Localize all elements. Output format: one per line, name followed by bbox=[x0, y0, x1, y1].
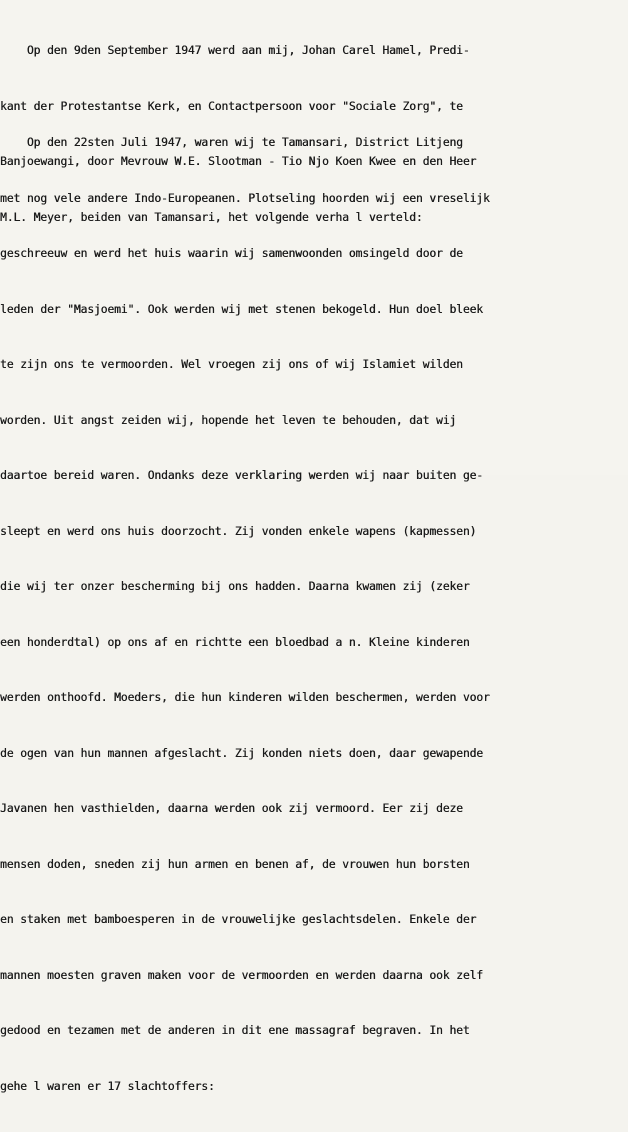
text-line: te zijn ons te vermoorden. Wel vroegen zij ons of wij Islamiet wilden bbox=[0, 357, 463, 371]
text-line: leden der "Masjoemi". Ook werden wij met stenen bekogeld. Hun doel bleek bbox=[0, 301, 483, 316]
text-line: mannen moesten graven maken voor de vermoorden en werden daarna ook zelf bbox=[0, 967, 483, 982]
text-line: die wij ter onzer bescherming bij ons hadden. Daarna kwamen zij (zeker bbox=[0, 579, 470, 593]
text-line: een honderdtal) op ons af en richtte een bloedbad a n. Kleine kinderen bbox=[0, 634, 470, 649]
text-line: mensen doden, sneden zij hun armen en benen af, de vrouwen hun borsten bbox=[0, 856, 470, 871]
text-line: met nog vele andere Indo-Europeanen. Plotseling hoorden wij een vreselijk bbox=[0, 190, 490, 205]
text-line: kant der Protestantse Kerk, en Contactpersoon voor "Sociale Zorg", te bbox=[0, 98, 463, 113]
text-line: Op den 9den September 1947 werd aan mij, Johan Carel Hamel, Predi- bbox=[0, 43, 470, 57]
text-line: daartoe bereid waren. Ondanks deze verklaring werden wij naar buiten ge- bbox=[0, 468, 483, 482]
text-line: gehe l waren er 17 slachtoffers: bbox=[0, 1078, 215, 1093]
text-line: Banjoewangi, door Mevrouw W.E. Slootman - Tio Njo Koen Kwee en den Heer bbox=[0, 154, 477, 168]
text-line: Javanen hen vasthielden, daarna werden ook zij vermoord. Eer zij deze bbox=[0, 801, 463, 815]
text-line: worden. Uit angst zeiden wij, hopende het leven te behouden, dat wij bbox=[0, 412, 457, 427]
text-line: gedood en tezamen met de anderen in dit ene massagraf begraven. In het bbox=[0, 1023, 470, 1037]
text-line: en staken met bamboesperen in de vrouwelijke geslachtsdelen. Enkele der bbox=[0, 912, 477, 926]
text-line: werden onthoofd. Moeders, die hun kinderen wilden beschermen, werden voor bbox=[0, 690, 490, 704]
text-line: Op den 22sten Juli 1947, waren wij te Tamansari, District Litjeng bbox=[0, 135, 463, 149]
text-line: geschreeuw en werd het huis waarin wij samenwoonden omsingeld door de bbox=[0, 246, 463, 260]
paragraph-account bbox=[0, 96, 628, 1132]
text-line: M.L. Meyer, beiden van Tamansari, het volgende verha l verteld: bbox=[0, 209, 423, 224]
text-line: de ogen van hun mannen afgeslacht. Zij konden niets doen, daar gewapende bbox=[0, 745, 483, 760]
text-line: sleept en werd ons huis doorzocht. Zij vonden enkele wapens (kapmessen) bbox=[0, 523, 477, 538]
